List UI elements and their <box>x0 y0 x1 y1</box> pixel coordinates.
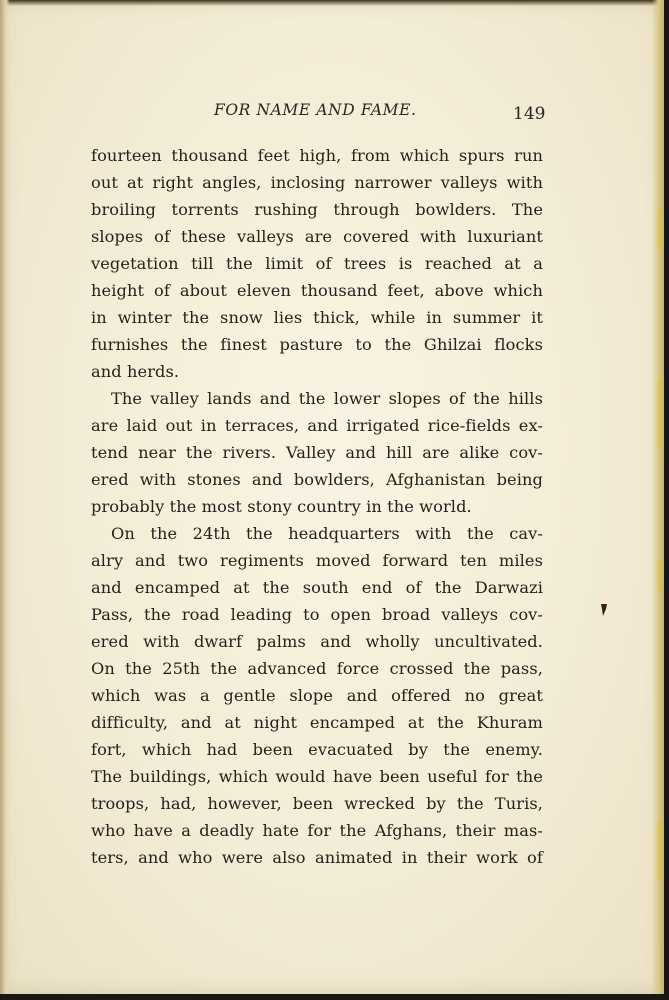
text-line: tend near the rivers. Valley and hill are alike cov- <box>91 443 543 462</box>
page-number: 149 <box>513 104 546 124</box>
running-title: FOR NAME AND FAME. <box>214 101 417 119</box>
text-line: furnishes the finest pasture to the Ghilzai flocks <box>91 335 543 354</box>
page-left-edge <box>0 0 10 994</box>
text-line: probably the most stony country in the world. <box>91 497 472 516</box>
text-line: who have a deadly hate for the Afghans, their mas- <box>91 821 543 840</box>
text-line: On the 24th the headquarters with the cav- <box>111 524 543 543</box>
text-line: Pass, the road leading to open broad valleys cov- <box>91 605 543 624</box>
running-head <box>0 101 664 131</box>
text-line: The valley lands and the lower slopes of the hills <box>111 389 543 408</box>
text-line: and encamped at the south end of the Darwazi <box>91 578 543 597</box>
text-line: fort, which had been evacuated by the enemy. <box>91 740 543 759</box>
text-line: difficulty, and at night encamped at the Khuram <box>91 713 543 732</box>
text-line: out at right angles, inclosing narrower valleys with <box>91 173 543 192</box>
text-line: vegetation till the limit of trees is reached at a <box>91 254 543 273</box>
text-line: troops, had, however, been wrecked by the Turis, <box>91 794 543 813</box>
text-line: slopes of these valleys are covered with luxuriant <box>91 227 543 246</box>
text-line: On the 25th the advanced force crossed the pass, <box>91 659 543 678</box>
page-edge-stain <box>658 820 662 880</box>
page-top-edge <box>0 0 664 6</box>
text-line: height of about eleven thousand feet, above which <box>91 281 543 300</box>
text-line: fourteen thousand feet high, from which spurs run <box>91 146 543 165</box>
page-edge-stain <box>658 210 662 250</box>
text-line: are laid out in terraces, and irrigated rice-fields ex- <box>91 416 543 435</box>
text-line: broiling torrents rushing through bowlders. The <box>91 200 543 219</box>
page-edge-stain <box>658 380 662 450</box>
margin-ink-mark-icon <box>600 603 608 617</box>
text-line: ered with dwarf palms and wholly uncultivated. <box>91 632 543 651</box>
text-line: ters, and who were also animated in their work of <box>91 848 543 867</box>
text-line: alry and two regiments moved forward ten miles <box>91 551 543 570</box>
body-text <box>91 142 543 871</box>
page-edge-stain <box>658 560 662 590</box>
text-line: The buildings, which would have been useful for the <box>91 767 543 786</box>
text-line: which was a gentle slope and offered no great <box>91 686 543 705</box>
text-line: and herds. <box>91 362 180 381</box>
text-line: in winter the snow lies thick, while in summer it <box>91 308 543 327</box>
text-line: ered with stones and bowlders, Afghanistan being <box>91 470 543 489</box>
